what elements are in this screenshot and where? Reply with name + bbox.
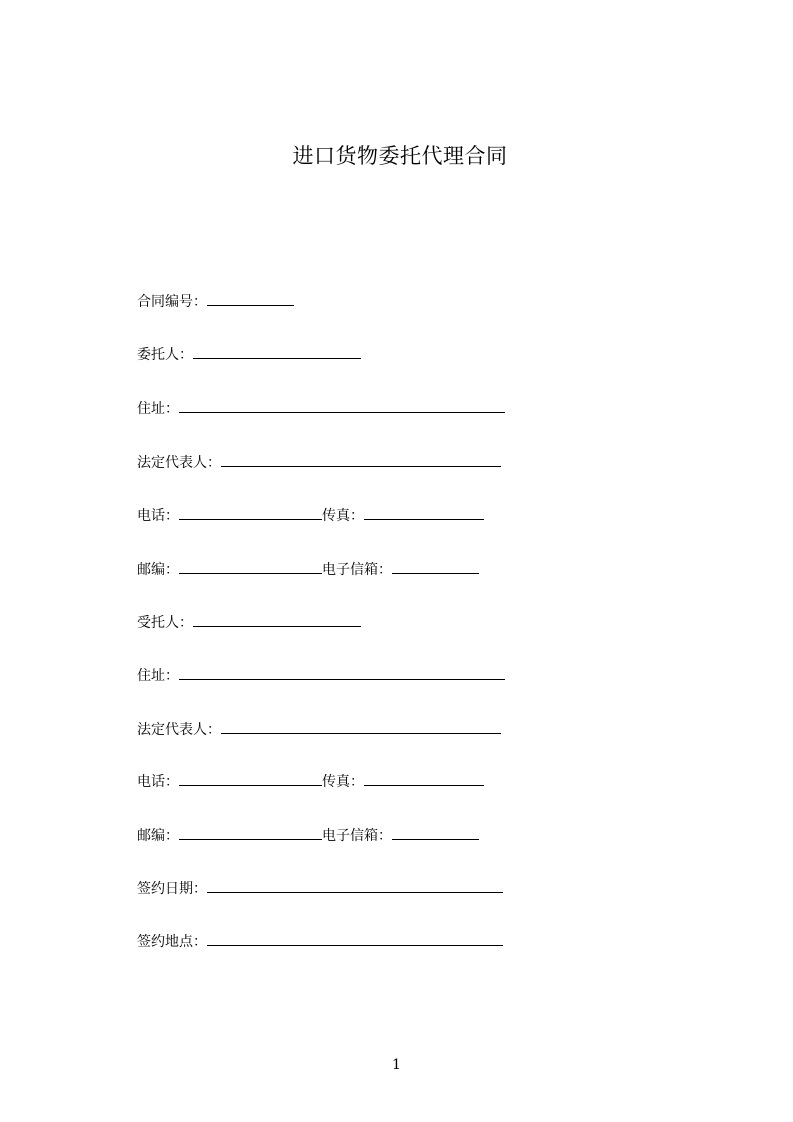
agent-phone-label: 电话：: [137, 774, 179, 790]
document-title: 进口货物委托代理合同: [292, 144, 508, 168]
principal-fax-blank[interactable]: [364, 505, 484, 520]
agent-address-field: [137, 665, 505, 686]
signing-place-field: [137, 931, 503, 952]
agent-postcode-email-field: [137, 825, 479, 846]
agent-postcode-label: 邮编：: [137, 828, 179, 844]
principal-email-blank[interactable]: [392, 559, 479, 574]
agent-field: [137, 612, 361, 633]
agent-address-label: 住址：: [137, 668, 179, 684]
principal-legal-rep-field: [137, 452, 501, 473]
signing-date-field: [137, 878, 503, 899]
principal-legal-rep-blank[interactable]: [221, 452, 501, 467]
agent-address-blank[interactable]: [179, 665, 505, 680]
agent-legal-rep-blank[interactable]: [221, 719, 501, 734]
agent-phone-fax-field: [137, 771, 484, 792]
agent-legal-rep-label: 法定代表人：: [137, 722, 221, 738]
principal-postcode-label: 邮编：: [137, 562, 179, 578]
principal-phone-blank[interactable]: [179, 505, 322, 520]
principal-field: [137, 344, 361, 365]
principal-postcode-blank[interactable]: [179, 559, 322, 574]
signing-place-blank[interactable]: [207, 931, 503, 946]
agent-blank[interactable]: [193, 612, 361, 627]
principal-address-blank[interactable]: [179, 398, 505, 413]
contract-number-field: [137, 291, 294, 312]
page-number: 1: [392, 1057, 401, 1073]
agent-email-blank[interactable]: [392, 825, 479, 840]
principal-label: 委托人：: [137, 347, 193, 363]
agent-email-label: 电子信箱：: [322, 828, 392, 844]
agent-fax-label: 传真：: [322, 774, 364, 790]
signing-place-label: 签约地点：: [137, 934, 207, 950]
signing-date-label: 签约日期：: [137, 881, 207, 897]
signing-date-blank[interactable]: [207, 878, 503, 893]
principal-address-label: 住址：: [137, 401, 179, 417]
contract-number-label: 合同编号：: [137, 294, 207, 310]
agent-legal-rep-field: [137, 719, 501, 740]
principal-phone-fax-field: [137, 505, 484, 526]
principal-address-field: [137, 398, 505, 419]
agent-fax-blank[interactable]: [364, 771, 484, 786]
principal-fax-label: 传真：: [322, 508, 364, 524]
principal-legal-rep-label: 法定代表人：: [137, 455, 221, 471]
agent-label: 受托人：: [137, 615, 193, 631]
agent-postcode-blank[interactable]: [179, 825, 322, 840]
principal-postcode-email-field: [137, 559, 479, 580]
agent-phone-blank[interactable]: [179, 771, 322, 786]
principal-email-label: 电子信箱：: [322, 562, 392, 578]
principal-phone-label: 电话：: [137, 508, 179, 524]
principal-blank[interactable]: [193, 344, 361, 359]
contract-number-blank[interactable]: [207, 291, 294, 306]
